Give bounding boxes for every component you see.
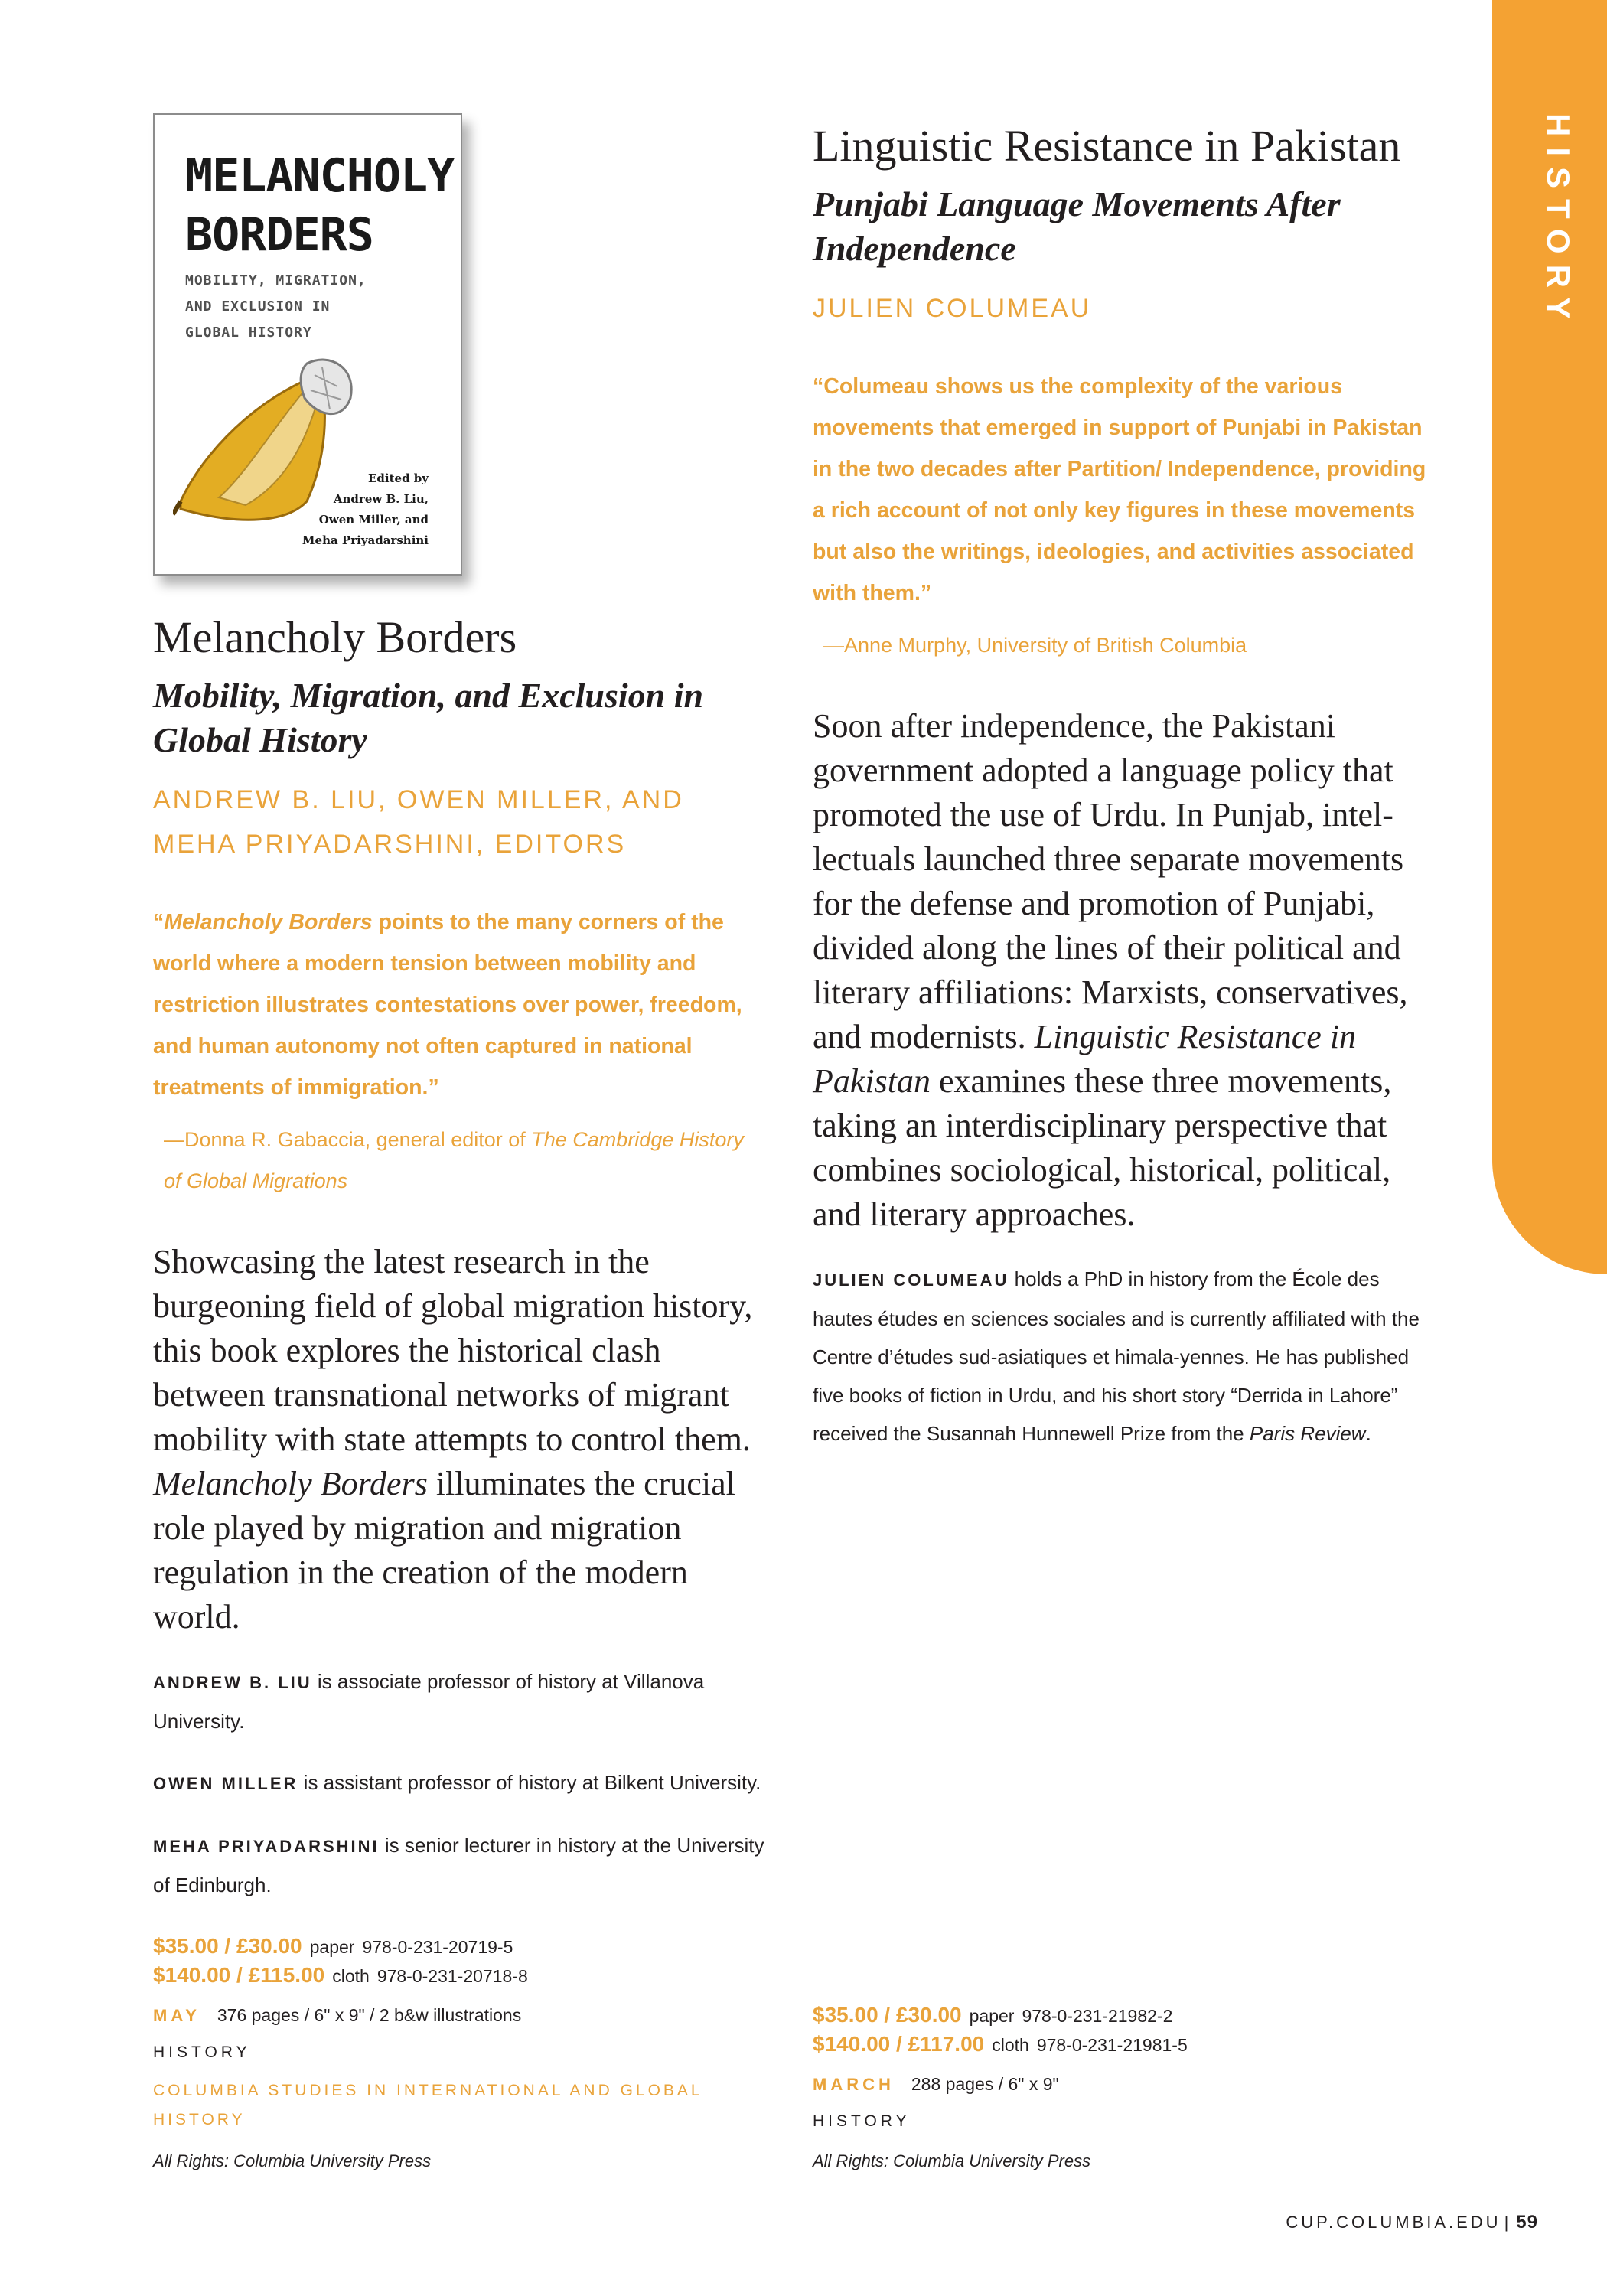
- book-description: Showcasing the latest research in the burgeoning field of global migration history, this book explores the historical clash between transnational networks of migrant mobility with state attempts to control them. Melancholy Borders illuminates the crucial role played by migration and migration regulation in the creation of the modern world.: [153, 1243, 753, 1636]
- endorsement-attribution: —Donna R. Gabaccia, general editor of The Cambridge History of Global Migrations: [164, 1128, 744, 1192]
- price-row: $140.00 / £117.00 cloth 978-0-231-21981-5: [813, 2032, 1188, 2056]
- price-row: $35.00 / £30.00 paper 978-0-231-20719-5: [153, 1934, 513, 1958]
- authors-line: JULIEN COLUMEAU: [813, 294, 1092, 323]
- footer-separator: |: [1504, 2213, 1509, 2232]
- category-label: HISTORY: [813, 2112, 911, 2130]
- author-bio: ANDREW B. LIU is associate professor of history at Villanova University.: [153, 1670, 705, 1733]
- book-title: Linguistic Resistance in Pakistan: [813, 121, 1401, 171]
- rights-note: All Rights: Columbia University Press: [813, 2151, 1091, 2170]
- category-label: HISTORY: [153, 2043, 251, 2061]
- cover-editors: Edited by Andrew B. Liu, Owen Miller, and Meha Priyadarshini: [302, 471, 429, 547]
- publication-meta: MARCH 288 pages / 6" x 9": [813, 2074, 1059, 2094]
- book-subtitle: Punjabi Language Movements After Independence: [813, 184, 1341, 268]
- book-subtitle: Mobility, Migration, and Exclusion in Global History: [153, 676, 704, 759]
- author-bio: MEHA PRIYADARSHINI is senior lecturer in history at the University of Edinburgh.: [153, 1834, 764, 1896]
- book-authors: [153, 778, 765, 866]
- section-tab-label: HISTORY: [1540, 113, 1576, 330]
- endorsement-quote: “Columeau shows us the complexity of the various movements that emerged in support of Punjabi in Pakistan in the two decades after Partition/ Independence, providing a rich account of not only key figures in these movements but also the writings, ideologies, and activities associated with them.”: [813, 374, 1426, 605]
- book-entry-linguistic-resistance: [813, 113, 1433, 1453]
- author-bio: OWEN MILLER is assistant professor of history at Bilkent University.: [153, 1771, 761, 1794]
- pricing-block: [813, 2001, 1433, 2174]
- authors-line: ANDREW B. LIU, OWEN MILLER, AND: [153, 785, 684, 814]
- book-description: Soon after independence, the Pakistani government adopted a language policy that promoted the use of Urdu. In Punjab, intel-lectuals launched three separate movements for the defense and promotion of Punjabi, divided along the lines of their political and literary affiliations: Marxists, conservatives, and modernists. Linguistic Resistance in Pakistan examines these three movements, taking an interdisciplinary perspective that combines sociological, historical, political, and literary approaches.: [813, 707, 1408, 1233]
- book-title: Melancholy Borders: [153, 612, 517, 662]
- pricing-block: [153, 1932, 765, 2174]
- endorsement-quote: “Melancholy Borders points to the many corners of the world where a modern tension between mobility and restriction illustrates contestations over power, freedom, and human autonomy not often captured in national treatments of immigration.”: [153, 910, 742, 1100]
- cover-subtitle: MOBILITY, MIGRATION, AND EXCLUSION IN GLOBAL HISTORY: [185, 272, 367, 341]
- series-label: COLUMBIA STUDIES IN INTERNATIONAL AND GLOBAL HISTORY: [153, 2082, 702, 2128]
- rights-note: All Rights: Columbia University Press: [153, 2151, 432, 2170]
- book-authors: [813, 286, 1433, 331]
- authors-line: MEHA PRIYADARSHINI, EDITORS: [153, 830, 627, 859]
- footer-site-link[interactable]: CUP.COLUMBIA.EDU: [1286, 2213, 1501, 2232]
- author-bio: JULIEN COLUMEAU holds a PhD in history from the École des hautes études en sciences sociales and is currently affiliated with the Centre d’études sud-asiatiques et himala-yennes. He has published five books of fiction in Urdu, and his short story “Derrida in Lahore” received the Susannah Hunnewell Prize from the Paris Review.: [813, 1267, 1420, 1445]
- publication-meta: MAY 376 pages / 6" x 9" / 2 b&w illustrations: [153, 2005, 522, 2025]
- page-number: 59: [1516, 2212, 1538, 2232]
- book-entry-melancholy-borders: [153, 113, 765, 1904]
- cover-title: MELANCHOLY BORDERS: [185, 149, 455, 262]
- book-cover: [153, 113, 462, 576]
- price-row: $140.00 / £115.00 cloth 978-0-231-20718-8: [153, 1963, 528, 1987]
- quote-book-title: Melancholy Borders: [164, 910, 373, 934]
- price-row: $35.00 / £30.00 paper 978-0-231-21982-2: [813, 2003, 1173, 2027]
- endorsement-attribution: —Anne Murphy, University of British Columbia: [823, 634, 1247, 657]
- page-footer: [1286, 2212, 1538, 2233]
